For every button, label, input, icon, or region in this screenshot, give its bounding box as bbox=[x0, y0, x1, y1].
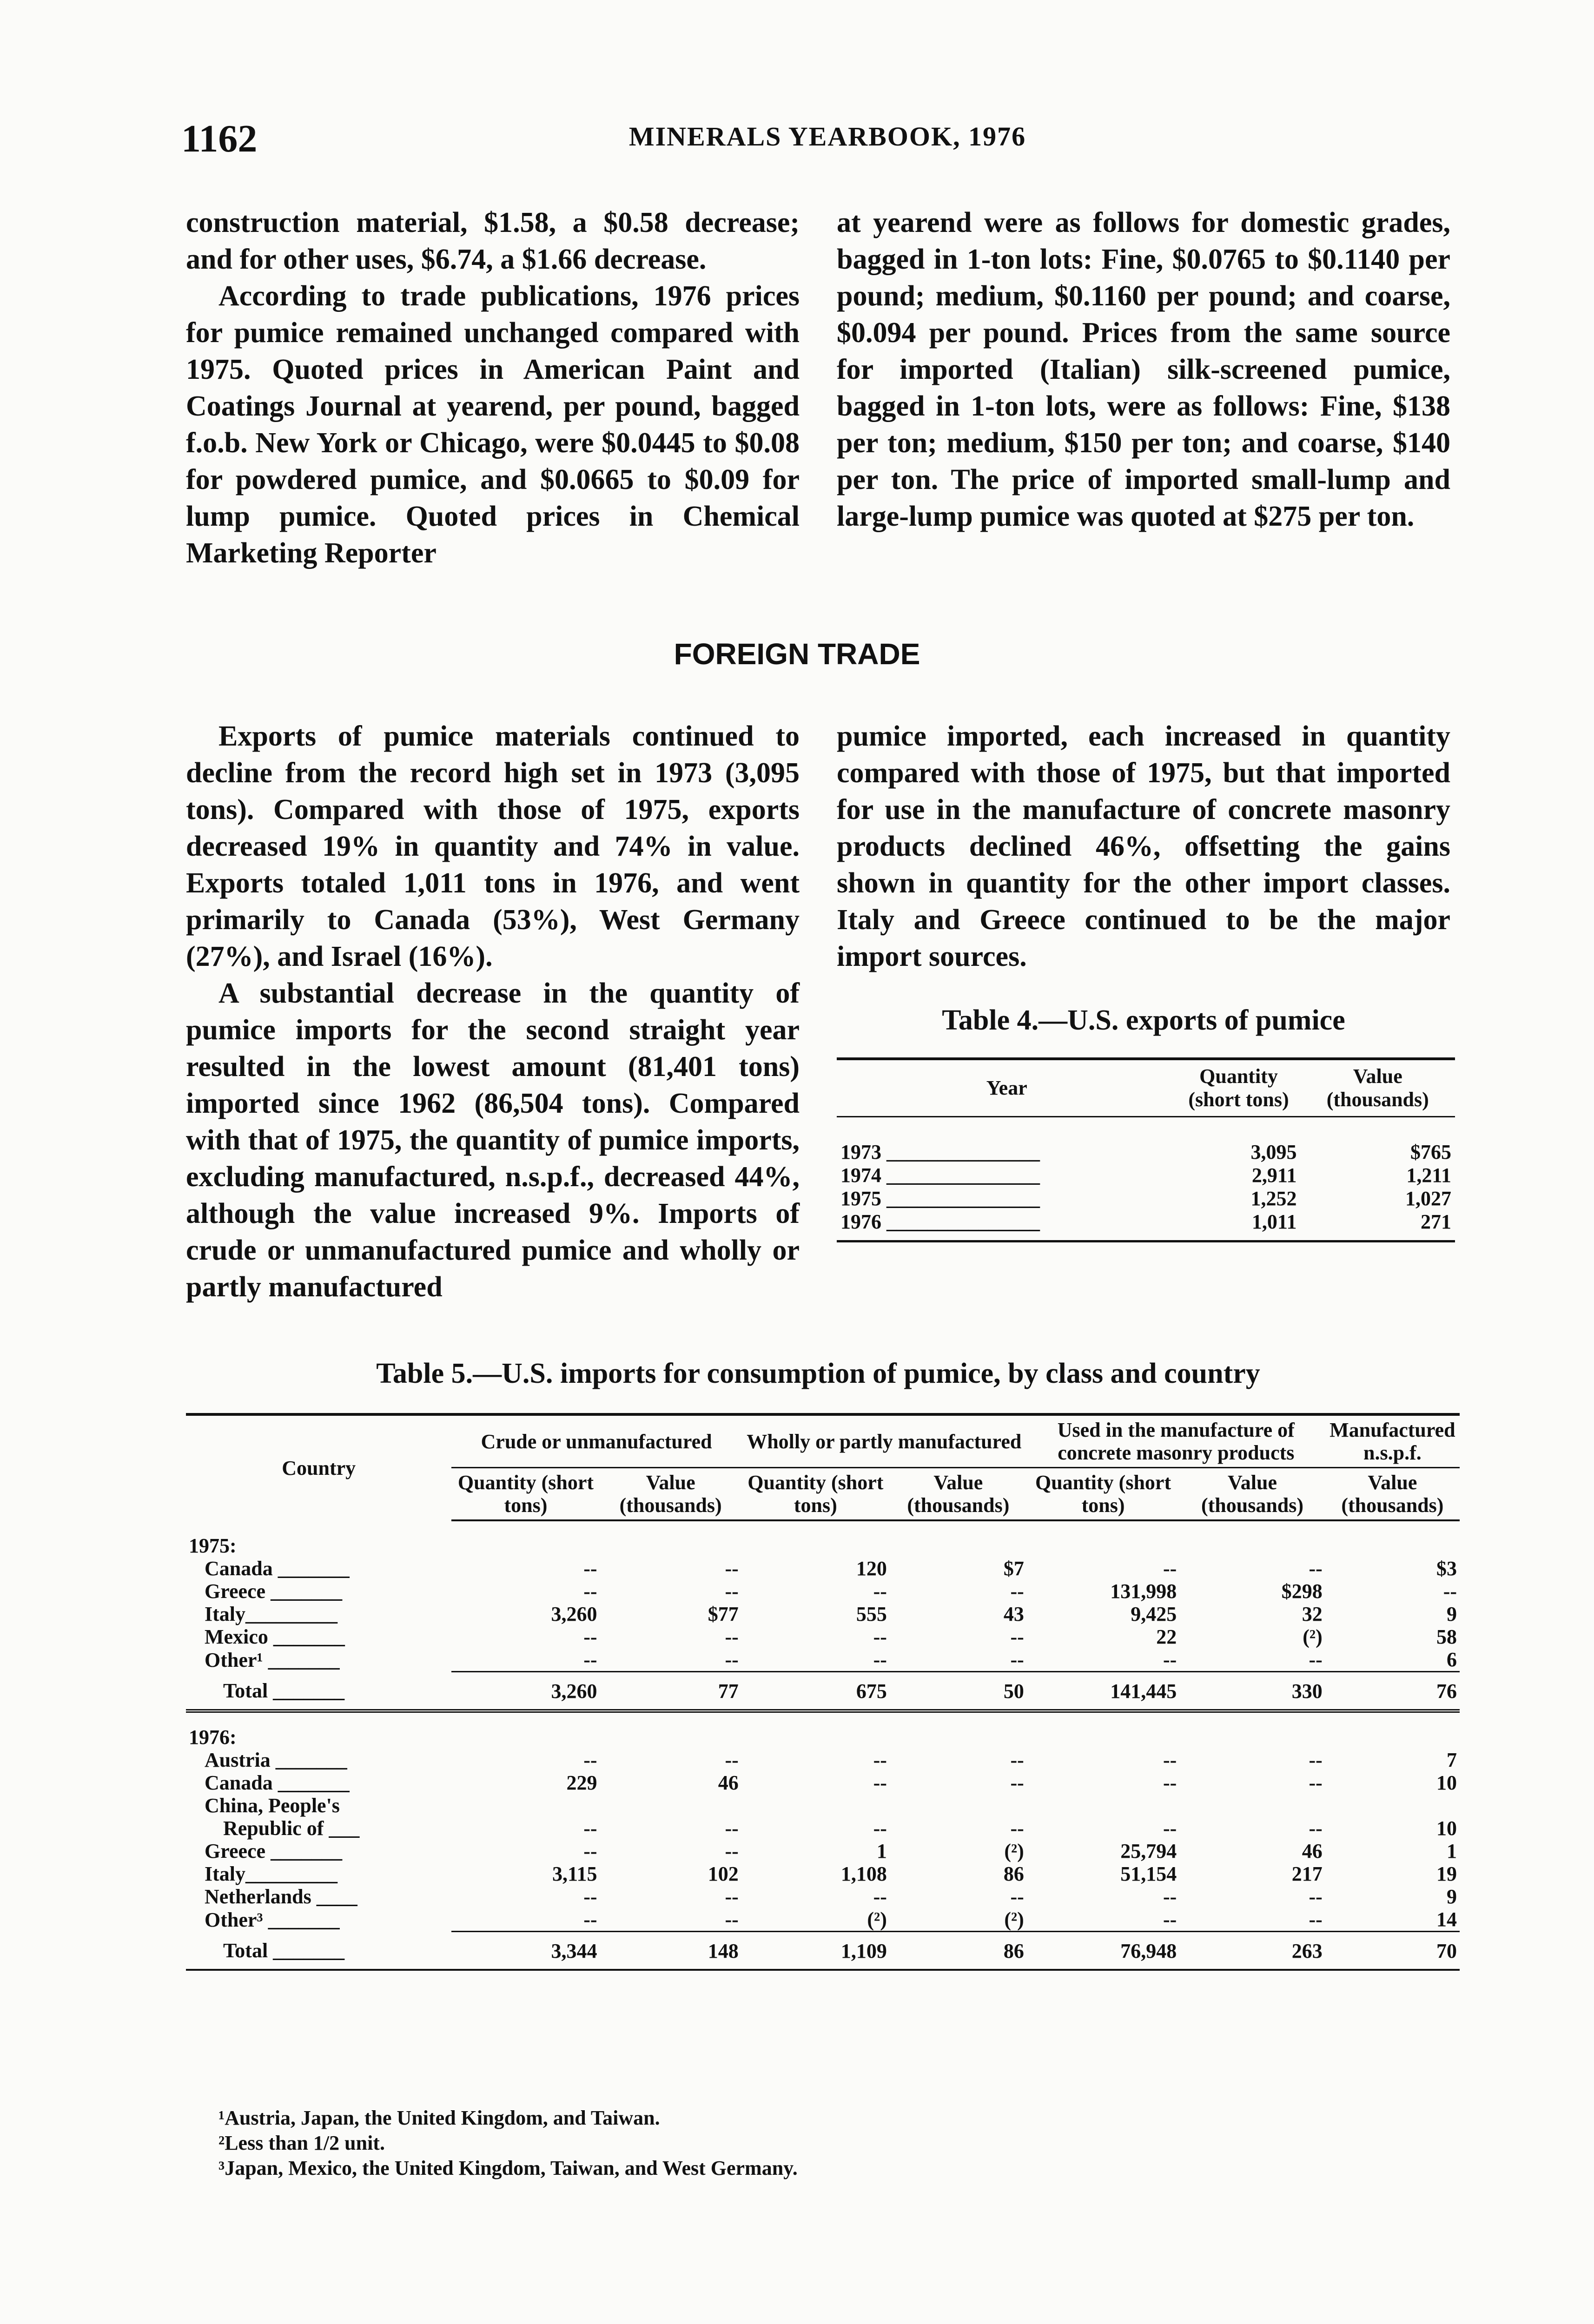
cell-value: $765 bbox=[1410, 1141, 1451, 1163]
cell-c4: -- bbox=[1010, 1648, 1024, 1671]
cell-c5: 51,154 bbox=[1120, 1862, 1177, 1885]
cell-c1: -- bbox=[583, 1908, 597, 1931]
cell-c7: 14 bbox=[1436, 1908, 1457, 1931]
cell-c7: 19 bbox=[1436, 1862, 1457, 1885]
cell-c3: (²) bbox=[867, 1908, 887, 1931]
cell-c6: -- bbox=[1309, 1817, 1323, 1840]
group-header-wholly: Wholly or partly manufactured bbox=[741, 1414, 1027, 1468]
cell-country: Greece _______ bbox=[205, 1580, 343, 1603]
col-header-year: Year bbox=[837, 1059, 1177, 1117]
cell-c3: -- bbox=[873, 1817, 887, 1840]
cell-c2: -- bbox=[725, 1817, 739, 1840]
table-header-row bbox=[186, 1414, 1460, 1468]
subheader-value: Value (thousands) bbox=[1325, 1468, 1460, 1521]
cell-c1: 3,115 bbox=[552, 1862, 597, 1885]
cell-country: Canada _______ bbox=[205, 1771, 350, 1794]
col-header-quantity: Quantity (short tons) bbox=[1177, 1059, 1301, 1117]
cell-year: 1976 _______________ bbox=[837, 1210, 1177, 1241]
cell-c5: 9,425 bbox=[1131, 1603, 1177, 1625]
section-heading: FOREIGN TRADE bbox=[674, 637, 920, 671]
cell-c1: 3,260 bbox=[451, 1672, 600, 1711]
cell-c7: 70 bbox=[1325, 1932, 1460, 1970]
cell-c4: 86 bbox=[890, 1932, 1027, 1970]
cell-c1: -- bbox=[583, 1625, 597, 1648]
cell-c7: 7 bbox=[1447, 1749, 1457, 1771]
cell-c7: 9 bbox=[1447, 1885, 1457, 1908]
table-row bbox=[186, 1625, 1460, 1648]
cell-c6: 217 bbox=[1291, 1862, 1323, 1885]
subheader-value: Value (thousands) bbox=[1179, 1468, 1325, 1521]
cell-c2: -- bbox=[725, 1580, 739, 1603]
cell-c5: 141,445 bbox=[1027, 1672, 1179, 1711]
footnote: ³Japan, Mexico, the United Kingdom, Taiwan, and West Germany. bbox=[218, 2157, 798, 2179]
cell-c7: 6 bbox=[1447, 1648, 1457, 1671]
cell-c6 bbox=[1179, 1794, 1325, 1817]
cell-c7: 10 bbox=[1436, 1771, 1457, 1794]
cell-c5: 76,948 bbox=[1027, 1932, 1179, 1970]
cell-c4: 43 bbox=[1003, 1603, 1024, 1625]
cell-c1: 3,260 bbox=[551, 1603, 597, 1625]
cell-c7: 9 bbox=[1447, 1603, 1457, 1625]
cell-c4: -- bbox=[1010, 1749, 1024, 1771]
cell-year: 1975 _______________ bbox=[840, 1187, 1040, 1210]
subheader-quantity: Quantity (short tons) bbox=[451, 1468, 600, 1521]
cell-c3: -- bbox=[873, 1885, 887, 1908]
running-title: MINERALS YEARBOOK, 1976 bbox=[628, 121, 1026, 152]
cell-c6: -- bbox=[1309, 1749, 1323, 1771]
intro-left-column bbox=[186, 205, 800, 572]
cell-c4: -- bbox=[1010, 1885, 1024, 1908]
cell-c2: -- bbox=[725, 1648, 739, 1671]
cell-c5: -- bbox=[1163, 1817, 1177, 1840]
cell-c7: 10 bbox=[1436, 1817, 1457, 1840]
cell-c1: -- bbox=[583, 1885, 597, 1908]
cell-c4: 86 bbox=[1003, 1862, 1024, 1885]
paragraph: pumice imported, each increased in quantity compared with those of 1975, but that imported for use in the manufacture of concrete masonry products declined 46%, offsetting the gains shown in quantity for the other import classes. Italy and Greece continued to be the major import sources. bbox=[837, 720, 1450, 972]
cell-c2: $77 bbox=[708, 1603, 739, 1625]
cell-c3: 675 bbox=[741, 1672, 890, 1711]
cell-c7: -- bbox=[1443, 1580, 1457, 1603]
table-row bbox=[186, 1885, 1460, 1908]
cell-country: Netherlands ____ bbox=[205, 1885, 357, 1908]
cell-c7: 58 bbox=[1436, 1625, 1457, 1648]
foreign-trade-left-column bbox=[186, 718, 800, 1306]
footnotes bbox=[218, 2106, 1334, 2181]
cell-country: China, People's bbox=[205, 1794, 340, 1817]
paragraph: at yearend were as follows for domestic grades, bagged in 1-ton lots: Fine, $0.0765 to $0.1140 per pound; medium, $0.1160 per pound; and coarse, $0.094 per pound. Prices from the same source for imported (Italian) silk-screened pumice, bagged in 1-ton lots, were as follows: Fine, $138 per ton; medium, $150 per ton; and coarse, $140 per ton. The price of imported small-lump and large-lump pumice was quoted at $275 per ton. bbox=[837, 207, 1450, 532]
cell-value: 1,211 bbox=[1406, 1164, 1451, 1187]
cell-c5: -- bbox=[1163, 1771, 1177, 1794]
cell-c2: -- bbox=[725, 1885, 739, 1908]
cell-c2: 102 bbox=[708, 1862, 739, 1885]
cell-c1: -- bbox=[583, 1648, 597, 1671]
cell-country: Total _______ bbox=[186, 1672, 451, 1711]
paragraph: construction material, $1.58, a $0.58 decrease; and for other uses, $6.74, a $1.66 decrease. bbox=[186, 207, 800, 275]
paragraph: Exports of pumice materials continued to decline from the record high set in 1973 (3,095 tons). Compared with those of 1975, exports decreased 19% in quantity and 74% in value. Exports totaled 1,011 tons in 1976, and went primarily to Canada (53%), West Germany (27%), and Israel (16%). bbox=[186, 720, 800, 972]
foreign-trade-right-column bbox=[837, 718, 1450, 975]
footnote: ²Less than 1/2 unit. bbox=[218, 2132, 385, 2154]
cell-country: Other¹ _______ bbox=[205, 1648, 340, 1671]
table5-imports bbox=[186, 1413, 1460, 1971]
cell-country: Greece _______ bbox=[205, 1840, 343, 1862]
cell-quantity: 1,252 bbox=[1250, 1187, 1297, 1210]
total-row bbox=[186, 1672, 1460, 1711]
subheader-value: Value (thousands) bbox=[600, 1468, 741, 1521]
cell-c2: -- bbox=[725, 1625, 739, 1648]
cell-c6: (²) bbox=[1303, 1625, 1323, 1648]
table-row bbox=[186, 1557, 1460, 1580]
cell-c4: (²) bbox=[1004, 1908, 1024, 1931]
table-row bbox=[186, 1908, 1460, 1932]
cell-c3: 555 bbox=[856, 1603, 887, 1625]
cell-c2: -- bbox=[725, 1908, 739, 1931]
cell-quantity: 1,011 bbox=[1177, 1210, 1301, 1241]
cell-c5: -- bbox=[1163, 1885, 1177, 1908]
table-row bbox=[186, 1862, 1460, 1885]
cell-c6: -- bbox=[1309, 1908, 1323, 1931]
group-header-concrete: Used in the manufacture of concrete masonry products bbox=[1027, 1414, 1325, 1468]
year-label: 1976: bbox=[189, 1726, 237, 1749]
group-header-nspf: Manufactured n.s.p.f. bbox=[1325, 1414, 1460, 1468]
cell-c7 bbox=[1325, 1794, 1460, 1817]
cell-c2: -- bbox=[725, 1557, 739, 1580]
cell-country: Mexico _______ bbox=[205, 1625, 345, 1648]
table5-caption: Table 5.—U.S. imports for consumption of pumice, by class and country bbox=[376, 1358, 1260, 1389]
subheader-quantity: Quantity (short tons) bbox=[741, 1468, 890, 1521]
cell-c3 bbox=[741, 1794, 890, 1817]
cell-c3: -- bbox=[873, 1771, 887, 1794]
group-header-crude: Crude or unmanufactured bbox=[451, 1414, 741, 1468]
cell-c5: -- bbox=[1163, 1908, 1177, 1931]
col-header-value: Value (thousands) bbox=[1301, 1059, 1455, 1117]
table-row bbox=[186, 1648, 1460, 1672]
table-row bbox=[837, 1117, 1455, 1164]
cell-c5: 131,998 bbox=[1110, 1580, 1177, 1603]
cell-c5 bbox=[1027, 1794, 1179, 1817]
cell-c2: 77 bbox=[600, 1672, 741, 1711]
cell-country: Total _______ bbox=[186, 1932, 451, 1970]
cell-quantity: 3,095 bbox=[1250, 1141, 1297, 1163]
paragraph: A substantial decrease in the quantity of pumice imports for the second straight year resulted in the lowest amount (81,401 tons) imported since 1962 (86,504 tons). Compared with that of 1975, the quantity of pumice imports, excluding manufactured, n.s.p.f., decreased 44%, although the value increased 9%. Imports of crude or unmanufactured pumice and wholly or partly manufactured bbox=[186, 977, 800, 1303]
cell-c4: 50 bbox=[890, 1672, 1027, 1711]
cell-c3: -- bbox=[873, 1749, 887, 1771]
cell-c5: 22 bbox=[1156, 1625, 1177, 1648]
cell-c1: -- bbox=[583, 1557, 597, 1580]
table-row bbox=[186, 1794, 1460, 1817]
page-header bbox=[181, 116, 1474, 158]
cell-c1: -- bbox=[583, 1580, 597, 1603]
cell-c4: -- bbox=[1010, 1771, 1024, 1794]
cell-country: Italy_________ bbox=[205, 1862, 337, 1885]
cell-c6: 46 bbox=[1302, 1840, 1323, 1862]
cell-quantity: 2,911 bbox=[1251, 1164, 1297, 1187]
cell-c4 bbox=[890, 1794, 1027, 1817]
cell-c4: -- bbox=[1010, 1580, 1024, 1603]
cell-year: 1973 _______________ bbox=[840, 1141, 1040, 1163]
cell-c1 bbox=[451, 1794, 600, 1817]
cell-c4: (²) bbox=[1004, 1840, 1024, 1862]
table-row bbox=[186, 1603, 1460, 1625]
cell-c7: 1 bbox=[1447, 1840, 1457, 1862]
table-row bbox=[186, 1840, 1460, 1862]
cell-country: Other³ _______ bbox=[205, 1908, 340, 1931]
cell-c1: -- bbox=[583, 1749, 597, 1771]
paragraph: According to trade publications, 1976 prices for pumice remained unchanged compared with 1975. Quoted prices in American Paint and Coatings Journal at yearend, per pound, bagged f.o.b. New York or Chicago, were $0.0445 to $0.08 for powdered pumice, and $0.0665 to $0.09 for lump pumice. Quoted prices in Chemical Marketing Reporter bbox=[186, 280, 800, 569]
cell-value: 1,027 bbox=[1405, 1187, 1451, 1210]
table-row bbox=[837, 1187, 1455, 1210]
table4-caption: Table 4.—U.S. exports of pumice bbox=[942, 1004, 1345, 1036]
cell-c6: $298 bbox=[1281, 1580, 1323, 1603]
cell-c6: -- bbox=[1309, 1885, 1323, 1908]
cell-c2 bbox=[600, 1794, 741, 1817]
table-row bbox=[837, 1210, 1455, 1241]
table4-exports bbox=[837, 1057, 1455, 1242]
cell-country: Austria _______ bbox=[205, 1749, 347, 1771]
cell-c5: -- bbox=[1163, 1749, 1177, 1771]
cell-country: Canada _______ bbox=[205, 1557, 350, 1580]
cell-c6: -- bbox=[1309, 1557, 1323, 1580]
cell-c4: -- bbox=[1010, 1625, 1024, 1648]
page-number: 1162 bbox=[181, 117, 258, 160]
cell-c6: -- bbox=[1309, 1771, 1323, 1794]
cell-c3: 120 bbox=[856, 1557, 887, 1580]
table-row bbox=[186, 1771, 1460, 1794]
subheader-value: Value (thousands) bbox=[890, 1468, 1027, 1521]
cell-c4: -- bbox=[1010, 1817, 1024, 1840]
cell-c2: -- bbox=[725, 1840, 739, 1862]
year-label: 1975: bbox=[189, 1534, 237, 1557]
table-row bbox=[186, 1817, 1460, 1840]
cell-c7: 76 bbox=[1325, 1672, 1460, 1711]
cell-c6: 32 bbox=[1302, 1603, 1323, 1625]
cell-c1: 3,344 bbox=[451, 1932, 600, 1970]
cell-c5: -- bbox=[1163, 1648, 1177, 1671]
cell-country: Republic of ___ bbox=[223, 1817, 360, 1840]
cell-c2: 46 bbox=[718, 1771, 739, 1794]
cell-c3: 1,109 bbox=[741, 1932, 890, 1970]
cell-c3: -- bbox=[873, 1648, 887, 1671]
cell-country: Italy_________ bbox=[205, 1603, 337, 1625]
total-row bbox=[186, 1932, 1460, 1970]
subheader-quantity: Quantity (short tons) bbox=[1027, 1468, 1179, 1521]
cell-c6: -- bbox=[1309, 1648, 1323, 1671]
cell-c3: -- bbox=[873, 1625, 887, 1648]
table-row bbox=[186, 1580, 1460, 1603]
cell-c1: 229 bbox=[566, 1771, 597, 1794]
cell-c6: 263 bbox=[1179, 1932, 1325, 1970]
cell-c5: -- bbox=[1163, 1557, 1177, 1580]
cell-c2: 148 bbox=[600, 1932, 741, 1970]
cell-c7: $3 bbox=[1436, 1557, 1457, 1580]
cell-c5: 25,794 bbox=[1120, 1840, 1177, 1862]
col-header-country: Country bbox=[186, 1414, 451, 1520]
cell-value: 271 bbox=[1301, 1210, 1455, 1241]
cell-c3: 1 bbox=[876, 1840, 887, 1862]
table-row bbox=[186, 1749, 1460, 1771]
year-row bbox=[186, 1711, 1460, 1749]
cell-c1: -- bbox=[583, 1840, 597, 1862]
cell-c3: -- bbox=[873, 1580, 887, 1603]
cell-c3: 1,108 bbox=[840, 1862, 887, 1885]
cell-c1: -- bbox=[583, 1817, 597, 1840]
cell-c6: 330 bbox=[1179, 1672, 1325, 1711]
table-header-row bbox=[837, 1059, 1455, 1117]
table-row bbox=[837, 1164, 1455, 1187]
intro-right-column bbox=[837, 205, 1450, 535]
cell-c4: $7 bbox=[1003, 1557, 1024, 1580]
table5-body bbox=[186, 1520, 1460, 1970]
cell-year: 1974 _______________ bbox=[840, 1164, 1040, 1187]
footnote: ¹Austria, Japan, the United Kingdom, and Taiwan. bbox=[218, 2106, 660, 2129]
cell-c2: -- bbox=[725, 1749, 739, 1771]
year-row bbox=[186, 1520, 1460, 1557]
